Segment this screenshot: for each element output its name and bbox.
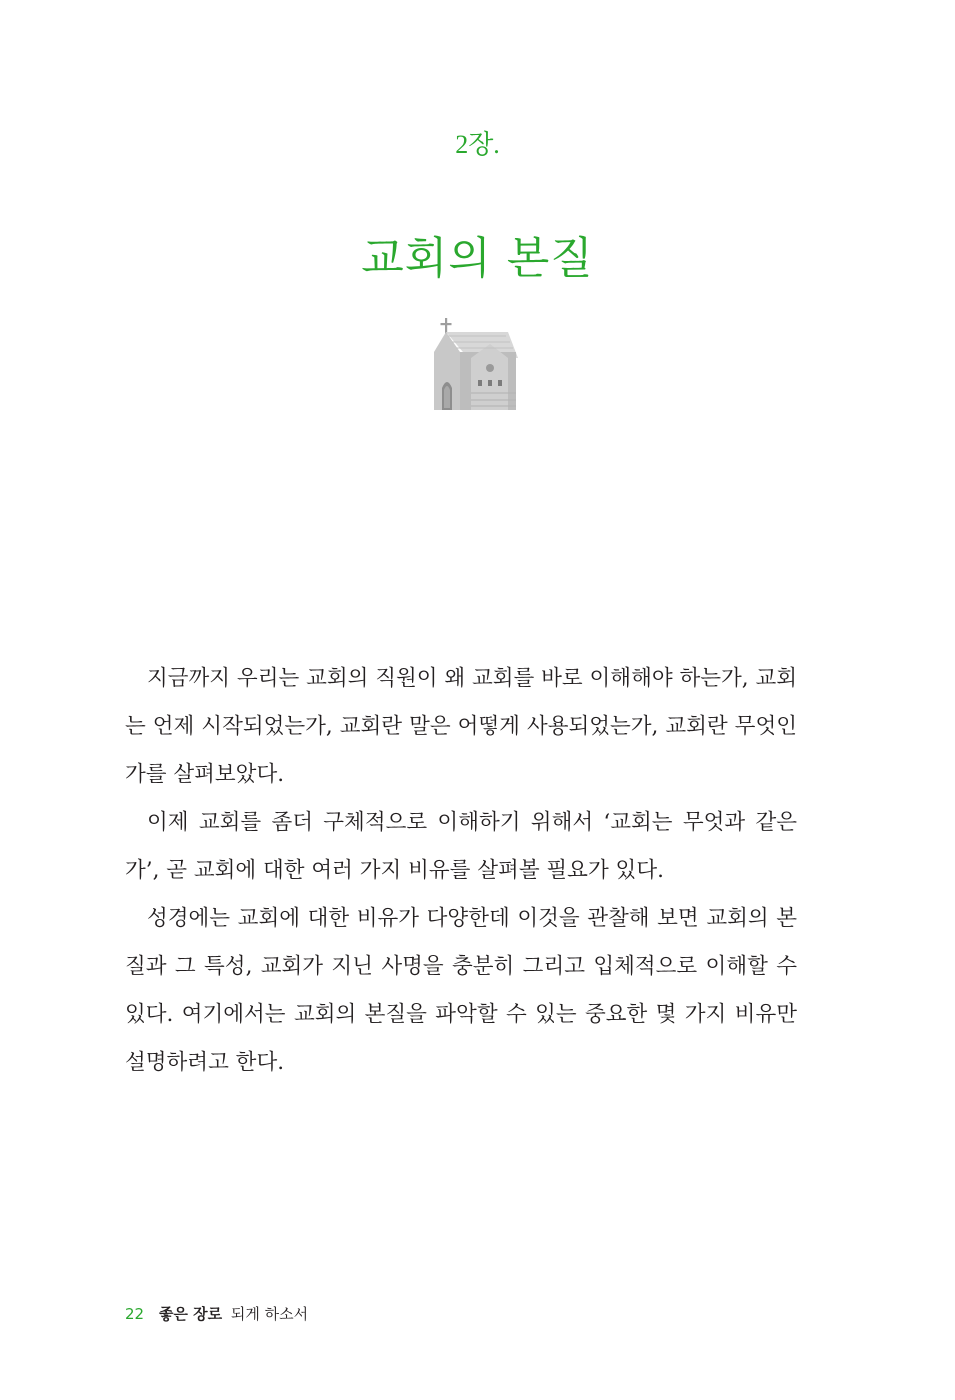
book-title-bold: 좋은 장로	[158, 1305, 223, 1323]
paragraph-3: 성경에는 교회에 대한 비유가 다양한데 이것을 관찰해 보면 교회의 본질과 그 특성, 교회가 지닌 사명을 충분히 그리고 입체적으로 이해할 수 있다. 여기에서는 교회의 본질을 파악할 수 있는 중요한 몇 가지 비유만 설명하려고 한다.	[125, 906, 797, 1075]
page-footer	[125, 1303, 308, 1324]
book-title-rest: 되게 하소서	[230, 1305, 309, 1323]
chapter-label: 2장.	[455, 130, 500, 159]
church-icon	[428, 318, 520, 413]
chapter-title: 교회의 본질	[361, 233, 594, 284]
paragraph-1: 지금까지 우리는 교회의 직원이 왜 교회를 바로 이해해야 하는가, 교회는 언제 시작되었는가, 교회란 말은 어떻게 사용되었는가, 교회란 무엇인가를 살펴보았다.	[125, 666, 797, 787]
paragraph-2: 이제 교회를 좀더 구체적으로 이해하기 위해서 ‘교회는 무엇과 같은가’, 곧 교회에 대한 여러 가지 비유를 살펴볼 필요가 있다.	[125, 810, 797, 883]
page-number: 22	[125, 1305, 145, 1323]
body-text	[125, 655, 797, 1087]
